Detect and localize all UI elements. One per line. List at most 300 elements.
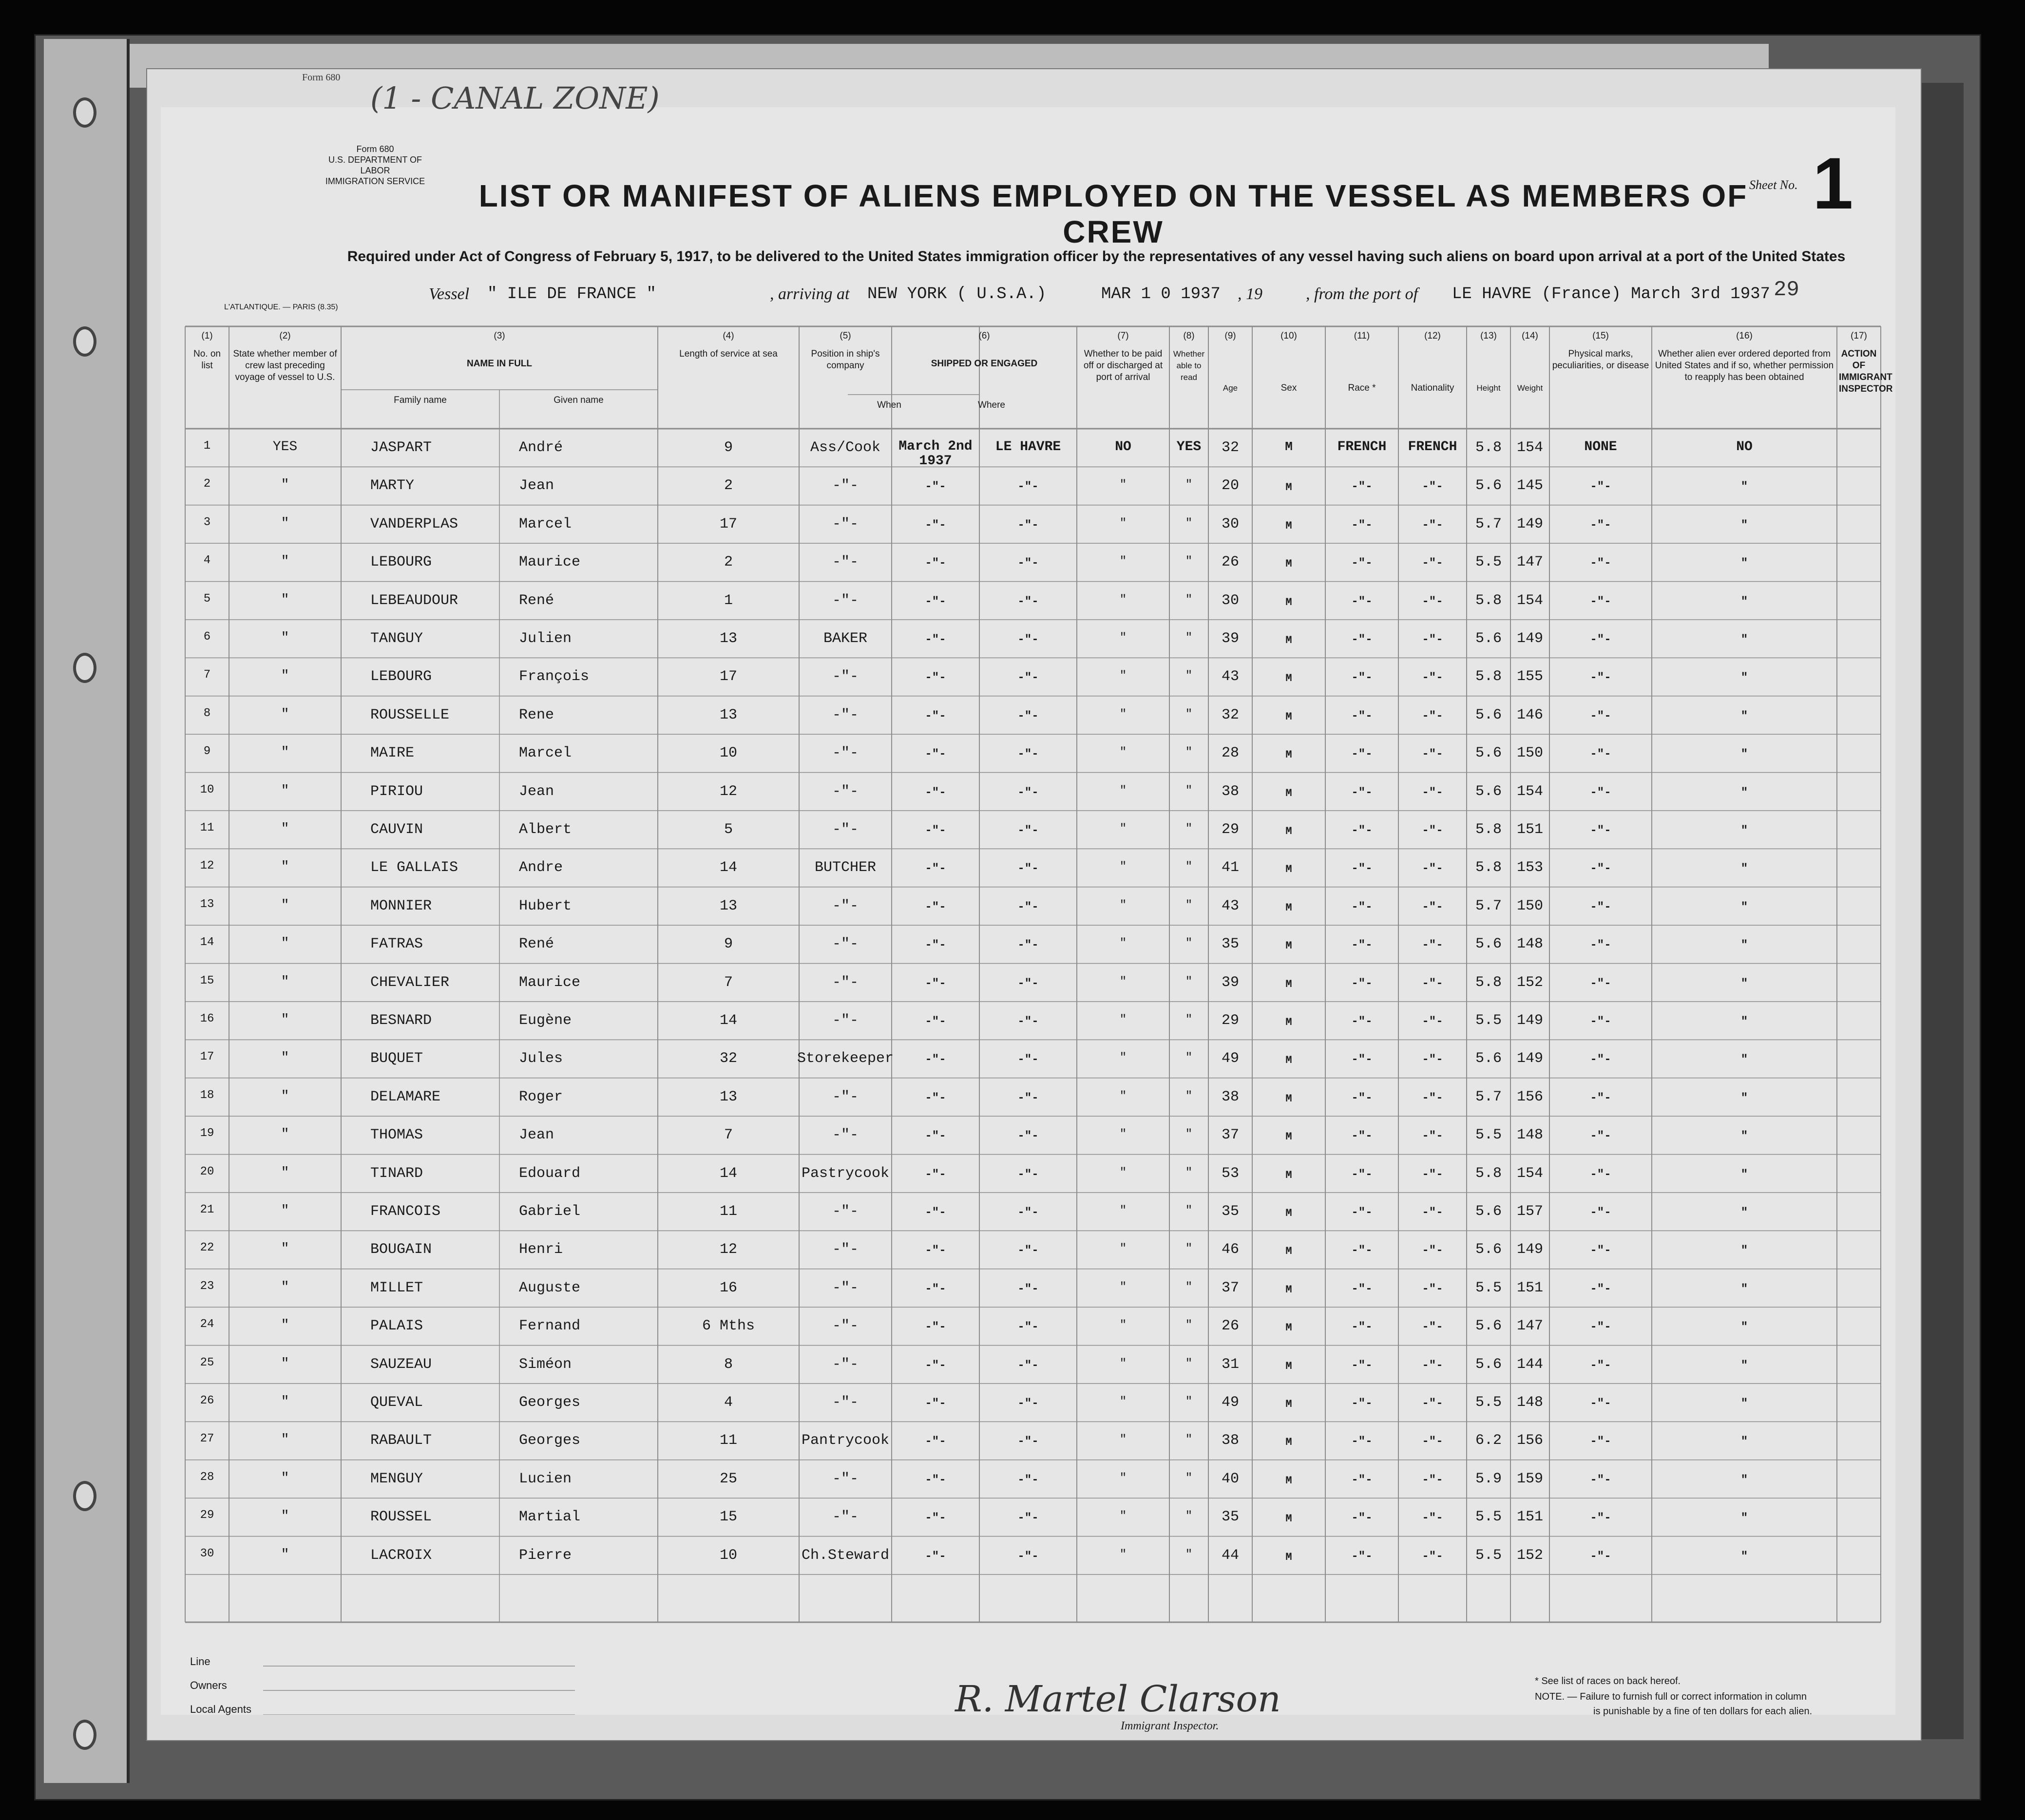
paid-off-ditto: " [1119, 1471, 1127, 1485]
prev-voyage-ditto: " [281, 821, 289, 836]
position: -"- [832, 1127, 859, 1144]
paid-off-ditto: " [1119, 1166, 1127, 1179]
able-to-read-ditto: " [1185, 1089, 1193, 1103]
weight: 149 [1516, 1012, 1543, 1029]
owners-label: Owners [190, 1679, 227, 1691]
age: 37 [1221, 1127, 1239, 1144]
given-name: Pierre [519, 1547, 572, 1564]
age: 35 [1221, 1509, 1239, 1526]
deported-ditto: " [1740, 824, 1748, 837]
able-to-read: YES [1176, 439, 1202, 455]
deported-ditto: " [1740, 1550, 1748, 1563]
able-to-read-ditto: " [1185, 593, 1193, 607]
deported-ditto: " [1740, 633, 1748, 646]
race-ditto: -"- [1351, 1397, 1373, 1410]
arriving-label: , arriving at [770, 285, 850, 303]
prev-voyage-ditto: " [281, 515, 289, 531]
col-c9-label: Age [1223, 383, 1238, 393]
given-name: Lucien [519, 1470, 572, 1487]
age: 49 [1221, 1050, 1239, 1067]
sheet-number: 1 [1813, 142, 1853, 224]
race-note: * See list of races on back hereof. [1535, 1676, 1681, 1687]
physical-marks-ditto: -"- [1590, 709, 1611, 723]
physical-marks-ditto: -"- [1590, 824, 1611, 837]
position: BUTCHER [814, 859, 877, 876]
shipped-where-ditto: -"- [1017, 709, 1039, 723]
binder-ring [73, 1720, 96, 1750]
age: 41 [1221, 859, 1239, 876]
physical-marks-ditto: -"- [1590, 1512, 1611, 1525]
age: 53 [1221, 1165, 1239, 1182]
col-when: When [877, 400, 901, 410]
height: 5.8 [1475, 668, 1502, 685]
weight: 149 [1516, 1241, 1543, 1258]
length-of-service: 17 [719, 668, 737, 685]
given-name: Jean [519, 1127, 554, 1144]
race-ditto: -"- [1351, 1244, 1373, 1258]
length-of-service: 4 [724, 1394, 733, 1411]
shipped-when-ditto: -"- [925, 939, 946, 952]
nationality-ditto: -"- [1422, 1206, 1443, 1219]
nationality-ditto: -"- [1422, 595, 1443, 608]
subtitle: Required under Act of Congress of February 5, 1917, to be delivered to the United States immigration officer by the representatives of any vessel having such aliens on board upon arrival at a port of the United States [347, 248, 1846, 265]
physical-marks-ditto: -"- [1590, 671, 1611, 685]
shipped-where-ditto: -"- [1017, 1435, 1039, 1449]
position: -"- [832, 783, 859, 800]
shipped-when-ditto: -"- [925, 671, 946, 685]
family-name: THOMAS [370, 1127, 423, 1144]
able-to-read-ditto: " [1185, 1280, 1193, 1294]
race-ditto: -"- [1351, 824, 1373, 837]
deported-ditto: " [1740, 1206, 1748, 1219]
nationality-ditto: -"- [1422, 824, 1443, 837]
age: 43 [1221, 668, 1239, 685]
weight: 150 [1516, 745, 1543, 762]
shipped-where-ditto: -"- [1017, 1206, 1039, 1219]
height: 5.6 [1475, 1050, 1502, 1067]
weight: 149 [1516, 515, 1543, 532]
able-to-read-ditto: " [1185, 1242, 1193, 1256]
sex: M [1285, 1474, 1292, 1487]
given-name: Roger [519, 1088, 563, 1105]
height: 5.7 [1475, 1088, 1502, 1105]
physical-marks-ditto: -"- [1590, 1282, 1611, 1296]
deported-ditto: " [1740, 1435, 1748, 1449]
able-to-read-ditto: " [1185, 1548, 1193, 1561]
col-c7-label: Whether to be paid off or discharged at port of arrival [1083, 349, 1163, 382]
sex: M [1285, 787, 1292, 799]
shipped-when-ditto: -"- [925, 748, 946, 761]
col-c14-number: (14) [1522, 331, 1538, 341]
col-c2-label: State whether member of crew last preceding voyage of vessel to U.S. [233, 349, 337, 382]
deported-ditto: " [1740, 518, 1748, 532]
given-name: Marcel [519, 515, 572, 532]
length-of-service: 13 [719, 897, 737, 914]
col-given-name: Given name [554, 395, 604, 405]
height: 5.8 [1475, 1165, 1502, 1182]
race-ditto: -"- [1351, 1053, 1373, 1067]
sex: M [1285, 1016, 1292, 1028]
sex: M [1285, 749, 1292, 761]
race-ditto: -"- [1351, 633, 1373, 646]
position: Ch.Steward [801, 1547, 890, 1564]
able-to-read-ditto: " [1185, 1128, 1193, 1141]
weight: 148 [1516, 1394, 1543, 1411]
shipped-where-ditto: -"- [1017, 1130, 1039, 1143]
age: 32 [1221, 706, 1239, 723]
prev-voyage: YES [272, 439, 298, 455]
deported-ditto: " [1740, 480, 1748, 494]
deported-ditto: " [1740, 1397, 1748, 1410]
nationality-ditto: -"- [1422, 1550, 1443, 1563]
physical-marks-ditto: -"- [1590, 900, 1611, 914]
col-c13-number: (13) [1480, 331, 1497, 341]
height: 5.6 [1475, 745, 1502, 762]
physical-marks-ditto: -"- [1590, 595, 1611, 608]
able-to-read-ditto: " [1185, 1395, 1193, 1408]
nationality-ditto: -"- [1422, 1321, 1443, 1334]
family-name: CAUVIN [370, 821, 423, 838]
nationality-ditto: -"- [1422, 786, 1443, 799]
given-name: Auguste [519, 1279, 581, 1296]
vessel-name: " ILE DE FRANCE " [487, 285, 656, 303]
shipped-where: LE HAVRE [995, 439, 1061, 455]
race: FRENCH [1337, 439, 1387, 455]
sex: M [1285, 940, 1292, 952]
sex: M [1285, 1092, 1292, 1105]
physical-marks-ditto: -"- [1590, 1397, 1611, 1410]
given-name: Albert [519, 821, 572, 838]
shipped-when-ditto: -"- [925, 1435, 946, 1449]
height: 5.5 [1475, 1394, 1502, 1411]
row-number: 29 [200, 1509, 214, 1522]
paid-off-ditto: " [1119, 937, 1127, 950]
sex: M [1285, 1436, 1292, 1449]
deported-ditto: " [1740, 709, 1748, 723]
col-c3-label: NAME IN FULL [466, 359, 533, 369]
family-name: FATRAS [370, 936, 423, 953]
height: 5.6 [1475, 706, 1502, 723]
age: 32 [1221, 439, 1239, 456]
family-name: DELAMARE [370, 1088, 441, 1105]
height: 5.5 [1475, 1547, 1502, 1564]
position: -"- [832, 1394, 859, 1411]
height: 5.5 [1475, 1509, 1502, 1526]
prev-voyage-ditto: " [281, 1279, 289, 1295]
sex: M [1285, 1398, 1292, 1410]
position: -"- [832, 1470, 859, 1487]
row-number: 25 [200, 1356, 214, 1369]
height: 5.6 [1475, 477, 1502, 494]
given-name: Andre [519, 859, 563, 876]
able-to-read-ditto: " [1185, 516, 1193, 530]
race-ditto: -"- [1351, 557, 1373, 570]
prev-voyage-ditto: " [281, 1318, 289, 1333]
age: 39 [1221, 974, 1239, 991]
sex: M [1285, 1283, 1292, 1296]
height: 5.8 [1475, 821, 1502, 838]
family-name: MONNIER [370, 897, 432, 914]
able-to-read-ditto: " [1185, 1510, 1193, 1523]
prev-voyage-ditto: " [281, 1394, 289, 1409]
shipped-where-ditto: -"- [1017, 1397, 1039, 1410]
length-of-service: 11 [719, 1203, 737, 1220]
weight: 149 [1516, 1050, 1543, 1067]
height: 5.6 [1475, 783, 1502, 800]
family-name: LEBOURG [370, 668, 432, 685]
family-name: SAUZEAU [370, 1356, 432, 1373]
nationality: FRENCH [1408, 439, 1457, 455]
shipped-when-ditto: -"- [925, 977, 946, 990]
family-name: PALAIS [370, 1318, 423, 1335]
age: 29 [1221, 821, 1239, 838]
paid-off-ditto: " [1119, 669, 1127, 683]
able-to-read-ditto: " [1185, 860, 1193, 874]
height: 5.6 [1475, 1318, 1502, 1335]
family-name: BOUGAIN [370, 1241, 432, 1258]
weight: 148 [1516, 936, 1543, 953]
age: 31 [1221, 1356, 1239, 1373]
prev-voyage-ditto: " [281, 1432, 289, 1448]
length-of-service: 14 [719, 1012, 737, 1029]
length-of-service: 2 [724, 554, 733, 571]
weight: 150 [1516, 897, 1543, 914]
physical-marks-ditto: -"- [1590, 748, 1611, 761]
prev-voyage-ditto: " [281, 592, 289, 607]
physical-marks-ditto: -"- [1590, 1359, 1611, 1372]
shipped-where-ditto: -"- [1017, 939, 1039, 952]
paid-off-ditto: " [1119, 1395, 1127, 1408]
weight: 145 [1516, 477, 1543, 494]
dept-line: U.S. DEPARTMENT OF LABOR [328, 155, 422, 175]
nationality-ditto: -"- [1422, 1473, 1443, 1487]
family-name: MAIRE [370, 745, 415, 762]
age: 26 [1221, 1318, 1239, 1335]
family-name: MENGUY [370, 1470, 423, 1487]
sex: M [1285, 1322, 1292, 1334]
family-name: MARTY [370, 477, 415, 494]
able-to-read-ditto: " [1185, 1013, 1193, 1026]
physical-marks-ditto: -"- [1590, 1168, 1611, 1181]
sex: M [1285, 1360, 1292, 1372]
weight: 144 [1516, 1356, 1543, 1373]
height: 5.6 [1475, 1356, 1502, 1373]
paid-off-ditto: " [1119, 1204, 1127, 1217]
given-name: Maurice [519, 974, 581, 991]
deported-ditto: " [1740, 1282, 1748, 1296]
col-c5-number: (5) [840, 331, 851, 341]
deported-ditto: " [1740, 939, 1748, 952]
length-of-service: 16 [719, 1279, 737, 1296]
row-number: 5 [203, 592, 211, 606]
age: 35 [1221, 936, 1239, 953]
position: -"- [832, 1203, 859, 1220]
paid-off-ditto: " [1119, 1548, 1127, 1561]
weight: 151 [1516, 1279, 1543, 1296]
position: -"- [832, 1318, 859, 1335]
shipped-when-ditto: -"- [925, 633, 946, 646]
paid-off-ditto: " [1119, 1357, 1127, 1370]
row-number: 28 [200, 1470, 214, 1484]
dept-line: IMMIGRATION SERVICE [325, 176, 425, 186]
paid-off-ditto: " [1119, 593, 1127, 607]
sex: M [1285, 825, 1292, 837]
family-name: LE GALLAIS [370, 859, 458, 876]
paid-off-ditto: " [1119, 1433, 1127, 1447]
row-number: 24 [200, 1318, 214, 1331]
able-to-read-ditto: " [1185, 1357, 1193, 1370]
nationality-ditto: -"- [1422, 939, 1443, 952]
form-number-top: Form 680 [302, 72, 341, 83]
shipped-where-ditto: -"- [1017, 900, 1039, 914]
prev-voyage-ditto: " [281, 1088, 289, 1104]
length-of-service: 8 [724, 1356, 733, 1373]
position: Ass/Cook [810, 439, 881, 456]
able-to-read-ditto: " [1185, 1204, 1193, 1217]
physical-marks-ditto: -"- [1590, 786, 1611, 799]
col-c9-number: (9) [1224, 331, 1236, 341]
row-number: 14 [200, 936, 214, 949]
position: Pantrycook [801, 1432, 890, 1449]
shipped-when-ditto: -"- [925, 1206, 946, 1219]
shipped-when-ditto: -"- [925, 1091, 946, 1105]
year-label: , 19 [1238, 285, 1262, 303]
shipped-where-ditto: -"- [1017, 1244, 1039, 1258]
weight: 159 [1516, 1470, 1543, 1487]
shipped-when-ditto: -"- [925, 1130, 946, 1143]
prev-voyage-ditto: " [281, 745, 289, 760]
col-c10-number: (10) [1280, 331, 1297, 341]
nationality-ditto: -"- [1422, 480, 1443, 494]
position: -"- [832, 668, 859, 685]
deported-ditto: " [1740, 862, 1748, 876]
race-ditto: -"- [1351, 1015, 1373, 1028]
deported-ditto: " [1740, 1512, 1748, 1525]
weight: 157 [1516, 1203, 1543, 1220]
given-name: André [519, 439, 563, 456]
paid-off-ditto: " [1119, 975, 1127, 988]
physical-marks-ditto: -"- [1590, 1015, 1611, 1028]
length-of-service: 7 [724, 974, 733, 991]
sex: M [1285, 1131, 1292, 1143]
shipped-where-ditto: -"- [1017, 1168, 1039, 1181]
position: -"- [832, 706, 859, 723]
weight: 154 [1516, 592, 1543, 609]
deported-ditto: " [1740, 1053, 1748, 1067]
age: 44 [1221, 1547, 1239, 1564]
weight: 147 [1516, 554, 1543, 571]
position: -"- [832, 974, 859, 991]
age: 26 [1221, 554, 1239, 571]
given-name: Jean [519, 477, 554, 494]
prev-voyage-ditto: " [281, 936, 289, 951]
col-c15-label: Physical marks, peculiarities, or disease [1552, 349, 1649, 371]
shipped-when-ditto: -"- [925, 595, 946, 608]
paid-off-ditto: " [1119, 1051, 1127, 1065]
nationality-ditto: -"- [1422, 633, 1443, 646]
length-of-service: 10 [719, 1547, 737, 1564]
race-ditto: -"- [1351, 1130, 1373, 1143]
length-of-service: 14 [719, 859, 737, 876]
position: -"- [832, 554, 859, 571]
row-number: 23 [200, 1279, 214, 1293]
able-to-read-ditto: " [1185, 478, 1193, 492]
age: 39 [1221, 630, 1239, 647]
prev-voyage-ditto: " [281, 1127, 289, 1142]
sex: M [1285, 978, 1292, 990]
paid-off-ditto: " [1119, 1013, 1127, 1026]
family-name: JASPART [370, 439, 432, 456]
vessel-line [429, 285, 1891, 309]
position: -"- [832, 897, 859, 914]
prev-voyage-ditto: " [281, 706, 289, 722]
prev-voyage-ditto: " [281, 1356, 289, 1371]
able-to-read-ditto: " [1185, 1051, 1193, 1065]
height: 5.7 [1475, 897, 1502, 914]
nationality-ditto: -"- [1422, 518, 1443, 532]
race-ditto: -"- [1351, 709, 1373, 723]
family-name: MILLET [370, 1279, 423, 1296]
shipped-where-ditto: -"- [1017, 633, 1039, 646]
family-name: ROUSSELLE [370, 706, 450, 723]
physical-marks-ditto: -"- [1590, 480, 1611, 494]
col-c4-number: (4) [723, 331, 734, 341]
weight: 156 [1516, 1088, 1543, 1105]
race-ditto: -"- [1351, 1321, 1373, 1334]
shipped-when-ditto: -"- [925, 1397, 946, 1410]
row-number: 27 [200, 1432, 214, 1446]
shipped-when-ditto: -"- [925, 900, 946, 914]
height: 5.5 [1475, 1127, 1502, 1144]
deported-ditto: " [1740, 595, 1748, 608]
given-name: Fernand [519, 1318, 581, 1335]
shipped-where-ditto: -"- [1017, 862, 1039, 876]
length-of-service: 25 [719, 1470, 737, 1487]
col-c17-number: (17) [1851, 331, 1867, 341]
sex: M [1285, 1207, 1292, 1219]
line-label: Line [190, 1655, 210, 1668]
physical-marks-ditto: -"- [1590, 557, 1611, 570]
given-name: Maurice [519, 554, 581, 571]
dept-line: Form 680 [356, 144, 394, 154]
able-to-read-ditto: " [1185, 1471, 1193, 1485]
nationality-ditto: -"- [1422, 862, 1443, 876]
shipped-when-ditto: -"- [925, 862, 946, 876]
deported-ditto: " [1740, 1091, 1748, 1105]
physical-marks-ditto: -"- [1590, 1550, 1611, 1563]
position: -"- [832, 821, 859, 838]
row-number: 8 [203, 706, 211, 720]
position: -"- [832, 1012, 859, 1029]
age: 37 [1221, 1279, 1239, 1296]
given-name: Julien [519, 630, 572, 647]
family-name: RABAULT [370, 1432, 432, 1449]
shipped-where-ditto: -"- [1017, 1053, 1039, 1067]
col-c11-label: Race * [1348, 383, 1376, 393]
inspector-signature: R. Martel Clarson [955, 1678, 1281, 1720]
position: -"- [832, 1509, 859, 1526]
vessel-label: Vessel [429, 285, 470, 303]
race-ditto: -"- [1351, 595, 1373, 608]
sex: M [1285, 1513, 1292, 1525]
row-number: 15 [200, 974, 214, 987]
prev-voyage-ditto: " [281, 1012, 289, 1027]
sex: M [1285, 710, 1292, 723]
height: 5.6 [1475, 936, 1502, 953]
row-number: 4 [203, 554, 211, 568]
given-name: Edouard [519, 1165, 581, 1182]
physical-marks-ditto: -"- [1590, 1244, 1611, 1258]
